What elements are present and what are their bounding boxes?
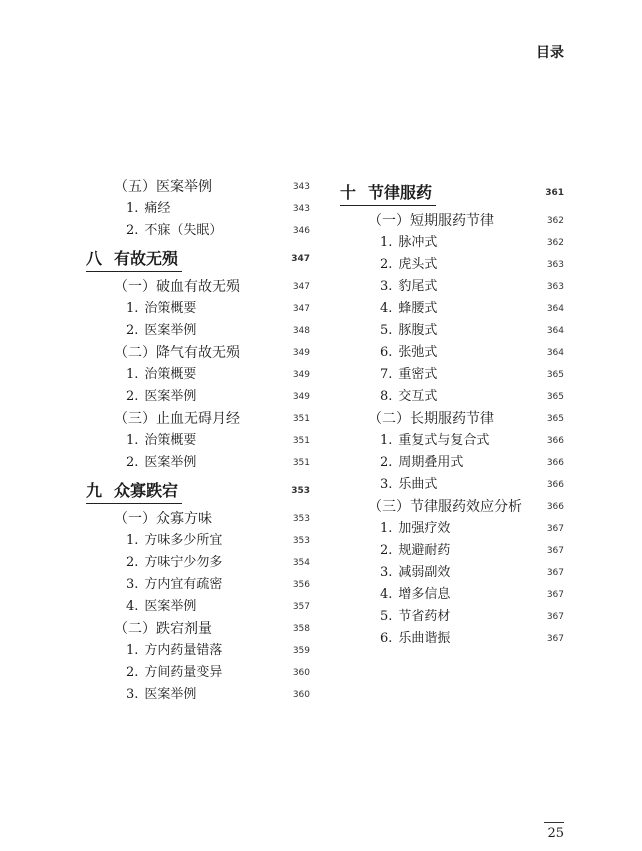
toc-page-number: 365 — [546, 392, 564, 402]
item-number: 1. — [380, 433, 393, 448]
toc-page-number: 354 — [292, 558, 310, 568]
section-title: （二）长期服药节律 — [368, 411, 494, 427]
toc-page-number: 366 — [546, 502, 564, 512]
toc-item — [340, 232, 564, 254]
toc-page-number: 351 — [292, 414, 310, 424]
section-title: （三）节律服药效应分析 — [368, 499, 522, 515]
item-number: 5. — [380, 609, 393, 624]
toc-item — [86, 220, 310, 242]
toc-item — [340, 628, 564, 650]
toc-page-number: 346 — [292, 226, 310, 236]
item-number: 3. — [380, 477, 393, 492]
item-title: 痛经 — [144, 201, 171, 216]
toc-item — [86, 684, 310, 706]
item-number: 2. — [126, 665, 139, 680]
section-title: （一）众寡方味 — [114, 511, 212, 527]
toc-page-number: 347 — [292, 304, 310, 314]
toc-item — [340, 386, 564, 408]
item-number: 3. — [126, 687, 139, 702]
page-number: 25 — [547, 826, 564, 841]
toc-page-number: 362 — [546, 216, 564, 226]
chapter-heading — [86, 247, 182, 272]
toc-page-number: 351 — [292, 458, 310, 468]
item-number: 5. — [380, 323, 393, 338]
toc-item — [86, 530, 310, 552]
toc-page-number: 351 — [292, 436, 310, 446]
toc-chapter — [86, 476, 310, 506]
toc-item — [340, 452, 564, 474]
toc-item — [86, 574, 310, 596]
section-title: （三）止血无碍月经 — [114, 411, 240, 427]
chapter-number: 九 — [86, 481, 103, 500]
toc-section — [86, 408, 310, 430]
toc-page-number: 364 — [546, 304, 564, 314]
chapter-heading — [340, 181, 436, 206]
toc-page-number: 360 — [292, 690, 310, 700]
item-title: 乐曲谐振 — [398, 631, 451, 646]
toc-item — [86, 364, 310, 386]
item-number: 1. — [126, 433, 139, 448]
toc-section — [340, 408, 564, 430]
item-title: 方内宜有疏密 — [144, 577, 223, 592]
toc-page-number: 363 — [546, 282, 564, 292]
item-number: 1. — [126, 301, 139, 316]
item-title: 周期叠用式 — [398, 455, 464, 470]
item-number: 1. — [126, 643, 139, 658]
item-title: 脉冲式 — [398, 235, 438, 250]
toc-page-number: 367 — [546, 568, 564, 578]
toc-item — [86, 198, 310, 220]
toc-chapter — [340, 178, 564, 208]
toc-page-number: 361 — [545, 188, 564, 198]
toc-item — [340, 276, 564, 298]
item-title: 医案举例 — [144, 323, 197, 338]
item-title: 医案举例 — [144, 389, 197, 404]
toc-item — [86, 552, 310, 574]
chapter-title: 有故无殒 — [114, 249, 179, 268]
item-title: 豹尾式 — [398, 279, 438, 294]
item-number: 3. — [126, 577, 139, 592]
item-title: 蜂腰式 — [398, 301, 438, 316]
item-title: 治策概要 — [144, 301, 197, 316]
toc-section — [340, 496, 564, 518]
item-title: 豚腹式 — [398, 323, 438, 338]
chapter-title: 节律服药 — [368, 183, 433, 202]
chapter-number: 八 — [86, 249, 103, 268]
item-title: 张弛式 — [398, 345, 438, 360]
item-number: 2. — [126, 223, 139, 238]
toc-item — [340, 562, 564, 584]
toc-page-number: 366 — [546, 458, 564, 468]
toc-item — [340, 254, 564, 276]
item-title: 方味宁少勿多 — [144, 555, 223, 570]
item-title: 治策概要 — [144, 433, 197, 448]
item-title: 节省药材 — [398, 609, 451, 624]
item-number: 2. — [126, 455, 139, 470]
item-number: 8. — [380, 389, 393, 404]
toc-section — [86, 618, 310, 640]
toc-item — [86, 430, 310, 452]
item-title: 乐曲式 — [398, 477, 438, 492]
item-number: 1. — [126, 533, 139, 548]
toc-page-number: 366 — [546, 436, 564, 446]
toc-section — [86, 508, 310, 530]
item-number: 1. — [380, 521, 393, 536]
chapter-number: 十 — [340, 183, 357, 202]
toc-left-column — [86, 176, 310, 706]
item-number: 3. — [380, 279, 393, 294]
item-number: 3. — [380, 565, 393, 580]
item-number: 4. — [380, 587, 393, 602]
toc-item — [340, 540, 564, 562]
item-number: 1. — [380, 235, 393, 250]
item-title: 医案举例 — [144, 687, 197, 702]
toc-section — [86, 342, 310, 364]
item-title: 医案举例 — [144, 599, 197, 614]
item-number: 2. — [126, 323, 139, 338]
item-title: 虎头式 — [398, 257, 438, 272]
item-title: 方间药量变异 — [144, 665, 223, 680]
item-title: 交互式 — [398, 389, 438, 404]
item-title: 不寐（失眠） — [144, 223, 223, 238]
item-title: 减弱副效 — [398, 565, 451, 580]
toc-item — [86, 596, 310, 618]
running-header-title: 目录 — [536, 45, 564, 61]
toc-item — [86, 452, 310, 474]
item-number: 6. — [380, 631, 393, 646]
item-title: 增多信息 — [398, 587, 451, 602]
toc-page-number: 360 — [292, 668, 310, 678]
item-title: 重密式 — [398, 367, 438, 382]
toc-item — [340, 584, 564, 606]
item-number: 6. — [380, 345, 393, 360]
toc-item — [86, 386, 310, 408]
toc-item — [86, 320, 310, 342]
toc-page-number: 356 — [292, 580, 310, 590]
toc-page-number: 367 — [546, 546, 564, 556]
item-title: 规避耐药 — [398, 543, 451, 558]
toc-page-number: 357 — [292, 602, 310, 612]
toc-right-column — [340, 176, 564, 650]
item-title: 方内药量错落 — [144, 643, 223, 658]
toc-page-number: 365 — [546, 370, 564, 380]
toc-page-number: 364 — [546, 326, 564, 336]
item-title: 加强疗效 — [398, 521, 451, 536]
toc-item — [340, 342, 564, 364]
section-title: （一）破血有故无殒 — [114, 279, 240, 295]
toc-chapter — [86, 244, 310, 274]
toc-page-number: 365 — [546, 414, 564, 424]
toc-page-number: 359 — [292, 646, 310, 656]
chapter-title: 众寡跌宕 — [114, 481, 179, 500]
section-title: （一）短期服药节律 — [368, 213, 494, 229]
toc-page-number: 349 — [292, 348, 310, 358]
item-title: 重复式与复合式 — [398, 433, 490, 448]
item-number: 4. — [126, 599, 139, 614]
toc-page-number: 343 — [292, 182, 310, 192]
item-number: 2. — [380, 455, 393, 470]
item-number: 2. — [380, 257, 393, 272]
item-title: 方味多少所宜 — [144, 533, 223, 548]
toc-item — [86, 640, 310, 662]
toc-page-number: 362 — [546, 238, 564, 248]
item-number: 2. — [126, 555, 139, 570]
toc-section — [340, 210, 564, 232]
toc-item — [340, 518, 564, 540]
toc-page-number: 367 — [546, 634, 564, 644]
toc-page-number: 363 — [546, 260, 564, 270]
toc-page-number: 364 — [546, 348, 564, 358]
toc-page-number: 367 — [546, 612, 564, 622]
item-number: 7. — [380, 367, 393, 382]
section-title: （二）降气有故无殒 — [114, 345, 240, 361]
toc-page-number: 348 — [292, 326, 310, 336]
toc-page-number: 358 — [292, 624, 310, 634]
toc-page-number: 366 — [546, 480, 564, 490]
toc-page-number: 367 — [546, 524, 564, 534]
toc-item — [340, 320, 564, 342]
toc-item — [86, 662, 310, 684]
item-number: 4. — [380, 301, 393, 316]
section-title: （五）医案举例 — [114, 179, 212, 195]
toc-item — [340, 606, 564, 628]
toc-page-number: 353 — [292, 536, 310, 546]
toc-section — [86, 176, 310, 198]
section-title: （二）跌宕剂量 — [114, 621, 212, 637]
item-number: 2. — [126, 389, 139, 404]
toc-page-number: 349 — [292, 392, 310, 402]
toc-page-number: 349 — [292, 370, 310, 380]
item-number: 1. — [126, 367, 139, 382]
toc-page-number: 353 — [292, 514, 310, 524]
toc-page-number: 353 — [291, 486, 310, 496]
toc-item — [340, 474, 564, 496]
toc-item — [340, 364, 564, 386]
toc-page-number: 343 — [292, 204, 310, 214]
toc-item — [86, 298, 310, 320]
item-number: 1. — [126, 201, 139, 216]
toc-item — [340, 298, 564, 320]
item-number: 2. — [380, 543, 393, 558]
page-number-rule — [544, 822, 564, 823]
toc-item — [340, 430, 564, 452]
item-title: 医案举例 — [144, 455, 197, 470]
toc-page-number: 347 — [292, 282, 310, 292]
toc-page-number: 347 — [291, 254, 310, 264]
toc-section — [86, 276, 310, 298]
chapter-heading — [86, 479, 182, 504]
item-title: 治策概要 — [144, 367, 197, 382]
toc-page-number: 367 — [546, 590, 564, 600]
